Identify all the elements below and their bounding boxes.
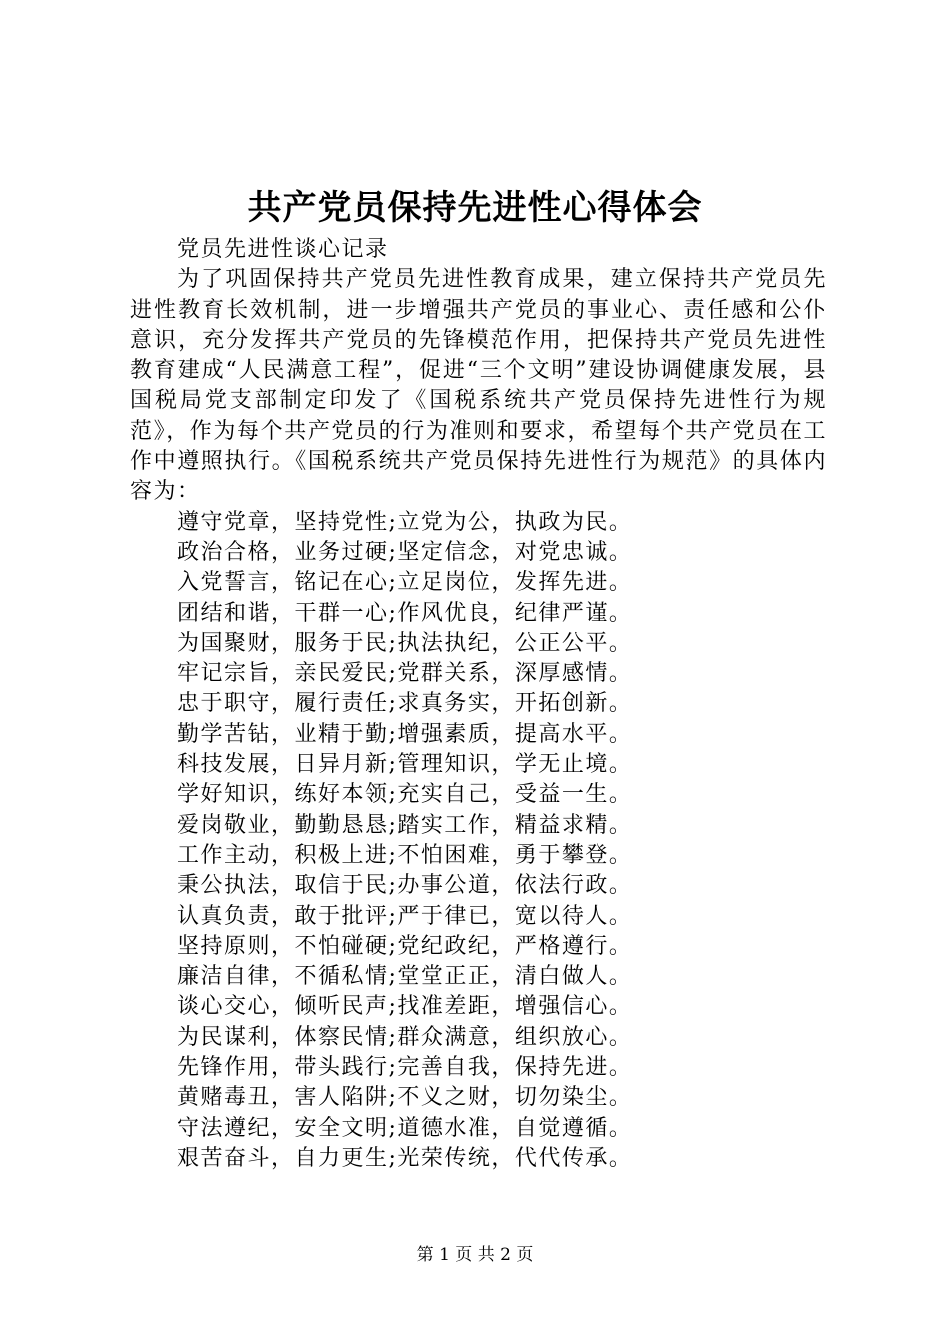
rule-line: 认真负责，敢于批评;严于律已，宽以待人。 — [177, 903, 633, 929]
document-body — [130, 235, 827, 1174]
rule-line: 为国聚财，服务于民;执法执纪，公正公平。 — [177, 630, 633, 656]
rule-line: 先锋作用，带头践行;完善自我，保持先进。 — [177, 1055, 633, 1081]
document-title: 共产党员保持先进性心得体会 — [247, 188, 703, 228]
rule-line: 艰苦奋斗，自力更生;光荣传统，代代传承。 — [177, 1145, 633, 1171]
rule-line: 坚持原则，不怕碰硬;党纪政纪，严格遵行。 — [177, 933, 633, 959]
page-footer: 第 1 页 共 2 页 — [416, 1245, 534, 1265]
document-subtitle: 党员先进性谈心记录 — [177, 237, 389, 262]
rule-line: 秉公执法，取信于民;办事公道，依法行政。 — [177, 873, 633, 899]
rule-line: 科技发展，日异月新;管理知识，学无止境。 — [177, 752, 633, 778]
rule-line: 牢记宗旨，亲民爱民;党群关系，深厚感情。 — [177, 661, 633, 687]
rule-line: 团结和谐，干群一心;作风优良，纪律严谨。 — [177, 600, 633, 626]
rule-line: 爱岗敬业，勤勤恳恳;踏实工作，精益求精。 — [177, 812, 633, 838]
rule-line: 为民谋利，体察民情;群众满意，组织放心。 — [177, 1024, 633, 1050]
rule-line: 黄赌毒丑，害人陷阱;不义之财，切勿染尘。 — [177, 1085, 633, 1111]
rule-line: 守法遵纪，安全文明;道德水准，自觉遵循。 — [177, 1115, 633, 1141]
rule-line: 学好知识，练好本领;充实自己，受益一生。 — [177, 782, 633, 808]
rule-line: 工作主动，积极上进;不怕困难，勇于攀登。 — [177, 842, 633, 868]
rule-line: 谈心交心，倾听民声;找准差距，增强信心。 — [177, 994, 633, 1020]
rule-line: 遵守党章，坚持党性;立党为公，执政为民。 — [177, 509, 633, 535]
intro-paragraph: 为了巩固保持共产党员先进性教育成果，建立保持共产党员先进性教育长效机制，进一步增强共产党员的事业心、责任感和公仆意识，充分发挥共产党员的先锋模范作用，把保持共产党员先进性教育建成“人民满意工程”，促进“三个文明”建设协调健康发展，县国税局党支部制定印发了《国税系统共产党员保持先进性行为规范》，作为每个共产党员的行为准则和要求，希望每个共产党员在工作中遵照执行。《国税系统共产党员保持先进性行为规范》的具体内容为： — [130, 267, 827, 505]
rule-line: 勤学苦钻，业精于勤;增强素质，提高水平。 — [177, 721, 633, 747]
rules-list — [130, 508, 827, 1175]
rule-line: 廉洁自律，不循私情;堂堂正正，清白做人。 — [177, 964, 633, 990]
rule-line: 政治合格，业务过硬;坚定信念，对党忠诚。 — [177, 539, 633, 565]
rule-line: 忠于职守，履行责任;求真务实，开拓创新。 — [177, 691, 633, 717]
rule-line: 入党誓言，铭记在心;立足岗位，发挥先进。 — [177, 570, 633, 596]
